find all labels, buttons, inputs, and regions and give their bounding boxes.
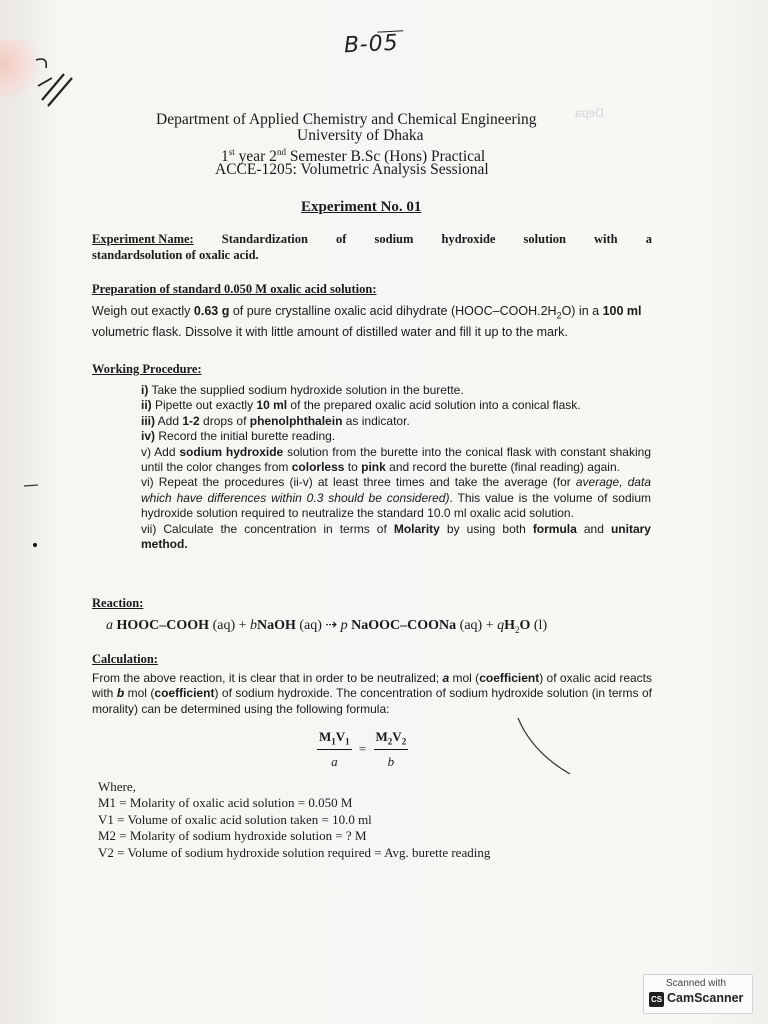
list-item: V1 = Volume of oxalic acid solution taken = 10.0 ml bbox=[98, 811, 372, 827]
handwritten-code: B-05 bbox=[343, 30, 400, 59]
molarity-formula: $\frac{M_1V_1}{a}$ = $\frac{M_2V_2}{b}$ bbox=[319, 729, 407, 769]
year-semester: 1st year 2nd Semester B.Sc (Hons) Practical bbox=[221, 147, 486, 166]
list-item: M1 = Molarity of oxalic acid solution = 0.050 M bbox=[98, 795, 353, 811]
reaction-heading: Reaction: bbox=[92, 596, 144, 610]
scan-speck bbox=[33, 543, 37, 547]
camscanner-watermark: Scanned with CS CamScanner bbox=[643, 974, 753, 1014]
bleedthrough-text: Depa bbox=[575, 106, 604, 120]
preparation-heading: Preparation of standard 0.050 M oxalic acid solution: bbox=[92, 282, 377, 296]
experiment-name: Experiment Name: Standardization of sodium hydroxide solution with a standardsolution of oxalic acid. bbox=[92, 232, 652, 262]
university-name: University of Dhaka bbox=[297, 127, 424, 144]
list-item: v) Add sodium hydroxide solution from the burette into the conical flask with constant shaking until the color changes from colorless to pink and record the burette (final reading) again. bbox=[141, 444, 651, 475]
variable-definitions: Where, M1 = Molarity of oxalic acid solution = 0.050 M V1 = Volume of oxalic acid solution taken = 10.0 ml M2 = Molarity of sodium hydroxide solution = ? M V2 = Volume of sodium hydroxide solution required = Avg. burette reading bbox=[98, 779, 491, 860]
list-item: vii) Calculate the concentration in terms of Molarity by using both formula and unitary method. bbox=[141, 521, 651, 552]
department-name: Department of Applied Chemistry and Chemical Engineering bbox=[156, 111, 537, 128]
calculation-text: From the above reaction, it is clear that in order to be neutralized; a mol (coefficient) of oxalic acid reacts with b mol (coefficient) of sodium hydroxide. The concentration of sodium hydroxide solution (in terms of morality) can be determined using the following formula: bbox=[92, 671, 652, 716]
preparation-text: Weigh out exactly 0.63 g of pure crystalline oxalic acid dihydrate $(HOOC-COOH.2H_2O)$ in a 100 ml volumetric flask. Dissolve it with little amount of distilled water and fill it up to the mark. bbox=[92, 304, 642, 339]
list-item: i) Take the supplied sodium hydroxide solution in the burette. bbox=[141, 383, 464, 397]
camscanner-logo-icon: CS bbox=[649, 992, 664, 1007]
reaction-equation: a HOOC–COOH (aq) + bNaOH (aq) ⇢ p NaOOC–COONa $(aq) + qH_2O$ (l) bbox=[106, 618, 548, 635]
course-title: ACCE-1205: Volumetric Analysis Sessional bbox=[215, 161, 489, 178]
procedure-steps bbox=[141, 383, 651, 552]
calculation-heading: Calculation: bbox=[92, 652, 158, 666]
list-item: iv) Record the initial burette reading. bbox=[141, 429, 336, 444]
pen-tick-icon bbox=[22, 480, 42, 490]
list-item: vi) Repeat the procedures (ii-v) at least three times and take the average (for average, data which have differences within 0.3 should be considered). This value is the volume of sodium hydroxide solution required to neutralize the standard 10.0 ml oxalic acid solution. bbox=[141, 475, 651, 521]
list-item: M2 = Molarity of sodium hydroxide solution = ? M bbox=[98, 828, 367, 844]
pen-stroke-icon bbox=[500, 712, 590, 782]
procedure-heading: Working Procedure: bbox=[92, 362, 202, 376]
list-item: V2 = Volume of sodium hydroxide solution required = Avg. burette reading bbox=[98, 844, 491, 860]
list-item: ii) Pipette out exactly 10 ml of the prepared oxalic acid solution into a conical flask. bbox=[141, 398, 581, 413]
pen-marks-icon bbox=[28, 54, 78, 114]
experiment-name-label: Experiment Name: bbox=[92, 232, 194, 246]
experiment-title: Experiment No. 01 bbox=[301, 199, 422, 215]
list-item: iii) Add 1-2 drops of phenolphthalein as indicator. bbox=[141, 413, 410, 428]
